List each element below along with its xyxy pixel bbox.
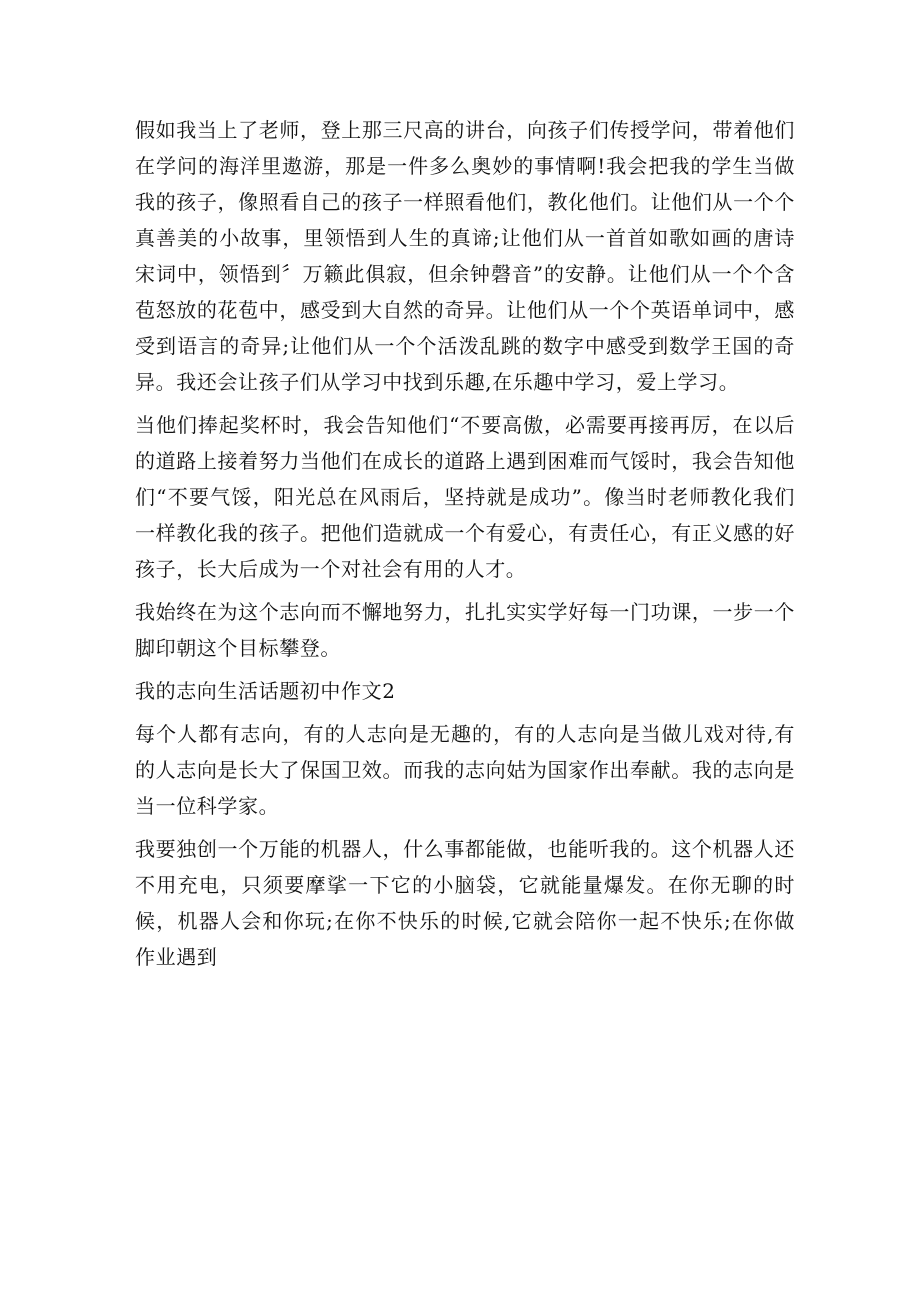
paragraph-2: 当他们捧起奖杯时，我会告知他们“不要高傲，必需要再接再厉，在以后的道路上接着努力当他们在成长的道路上遇到困难而气馁时，我会告知他们“不要气馁，阳光总在风雨后，坚持就是成功”。像当时老师教化我们一样教化我的孩子。把他们造就成一个有爱心，有责任心，有正义感的好孩子，长大后成为一个对社会有用的人才。: [135, 413, 795, 581]
paragraph-3: 我始终在为这个志向而不懈地努力，扎扎实实学好每一门功课，一步一个脚印朝这个目标攀登。: [135, 600, 795, 660]
section-heading: 我的志向生活话题初中作文2: [135, 679, 396, 703]
document-body: [135, 112, 795, 982]
paragraph-1: 假如我当上了老师，登上那三尺高的讲台，向孩子们传授学问，带着他们在学问的海洋里遨游，那是一件多么奥妙的事情啊!我会把我的学生当做我的孩子，像照看自己的孩子一样照看他们，教化他们。让他们从一个个真善美的小故事，里领悟到人生的真谛;让他们从一首首如歌如画的唐诗宋词中，领悟到〞万籁此俱寂，但余钟磬音”的安静。让他们从一个个含苞怒放的花苞中，感受到大自然的奇异。让他们从一个个英语单词中，感受到语言的奇异;让他们从一个个活泼乱跳的数字中感受到数学王国的奇异。我还会让孩子们从学习中找到乐趣,在乐趣中学习，爱上学习。: [135, 118, 795, 394]
paragraph-5: 我要独创一个万能的机器人，什么事都能做，也能听我的。这个机器人还不用充电，只须要摩挲一下它的小脑袋，它就能量爆发。在你无聊的时候，机器人会和你玩;在你不快乐的时候,它就会陪你一起不快乐;在你做作业遇到: [135, 837, 795, 969]
paragraph-4: 每个人都有志向，有的人志向是无趣的，有的人志向是当做儿戏对待,有的人志向是长大了保国卫效。而我的志向姑为国家作出奉献。我的志向是当一位科学家。: [135, 722, 795, 818]
